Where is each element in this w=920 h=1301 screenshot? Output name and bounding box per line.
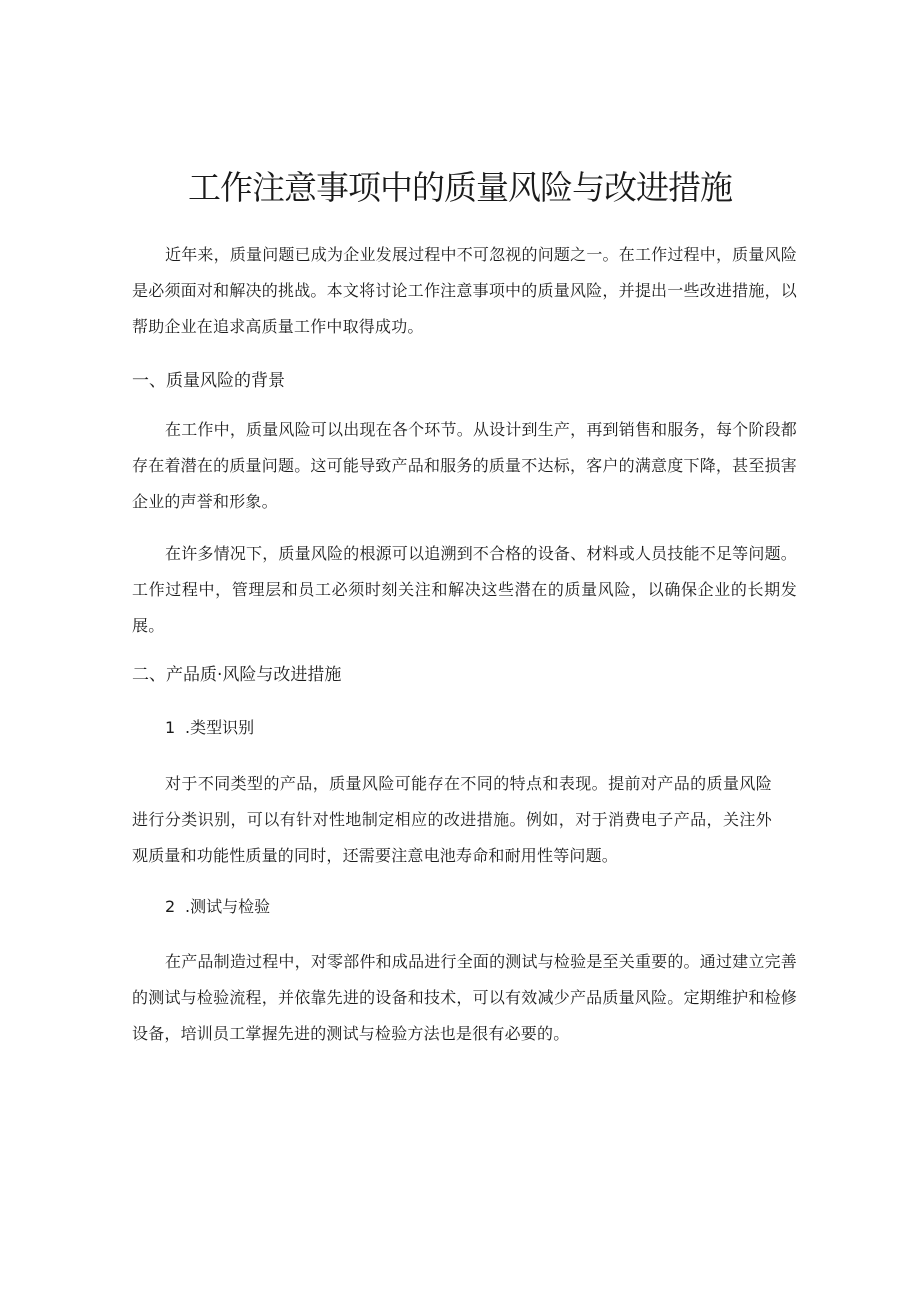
subsection-1-heading — [165, 716, 254, 740]
section-2-heading: 二、产品质·风险与改进措施 — [132, 665, 342, 685]
subsection-1-number: 1 — [165, 718, 176, 737]
subsection-2-title: .测试与检验 — [185, 897, 271, 916]
section-1-paragraph-2: 在许多情况下，质量风险的根源可以追溯到不合格的设备、材料或人员技能不足等问题。工作过程中，管理层和员工必须时刻关注和解决这些潜在的质量风险，以确保企业的长期发展。 — [132, 544, 797, 635]
subsection-2-paragraph: 在产品制造过程中，对零部件和成品进行全面的测试与检验是至关重要的。通过建立完善的测试与检验流程，并依靠先进的设备和技术，可以有效减少产品质量风险。定期维护和检修设备，培训员工掌握先进的测试与检验方法也是很有必要的。 — [132, 952, 797, 1043]
intro-paragraph: 近年来，质量问题已成为企业发展过程中不可忽视的问题之一。在工作过程中，质量风险是必须面对和解决的挑战。本文将讨论工作注意事项中的质量风险，并提出一些改进措施，以帮助企业在追求高质量工作中取得成功。 — [132, 245, 797, 336]
subsection-1-title: .类型识别 — [185, 718, 255, 737]
section-1-paragraph-1: 在工作中，质量风险可以出现在各个环节。从设计到生产，再到销售和服务，每个阶段都存在着潜在的质量问题。这可能导致产品和服务的质量不达标，客户的满意度下降，甚至损害企业的声誉和形象。 — [132, 420, 797, 511]
subsection-1-paragraph: 对于不同类型的产品，质量风险可能存在不同的特点和表现。提前对产品的质量风险进行分类识别，可以有针对性地制定相应的改进措施。例如，对于消费电子产品，关注外观质量和功能性质量的同时，还需要注意电池寿命和耐用性等问题。 — [132, 774, 772, 865]
subsection-2-heading — [165, 895, 270, 919]
document-title: 工作注意事项中的质量风险与改进措施 — [188, 168, 732, 207]
subsection-2-number: 2 — [165, 897, 176, 916]
section-1-heading: 一、质量风险的背景 — [132, 371, 285, 391]
